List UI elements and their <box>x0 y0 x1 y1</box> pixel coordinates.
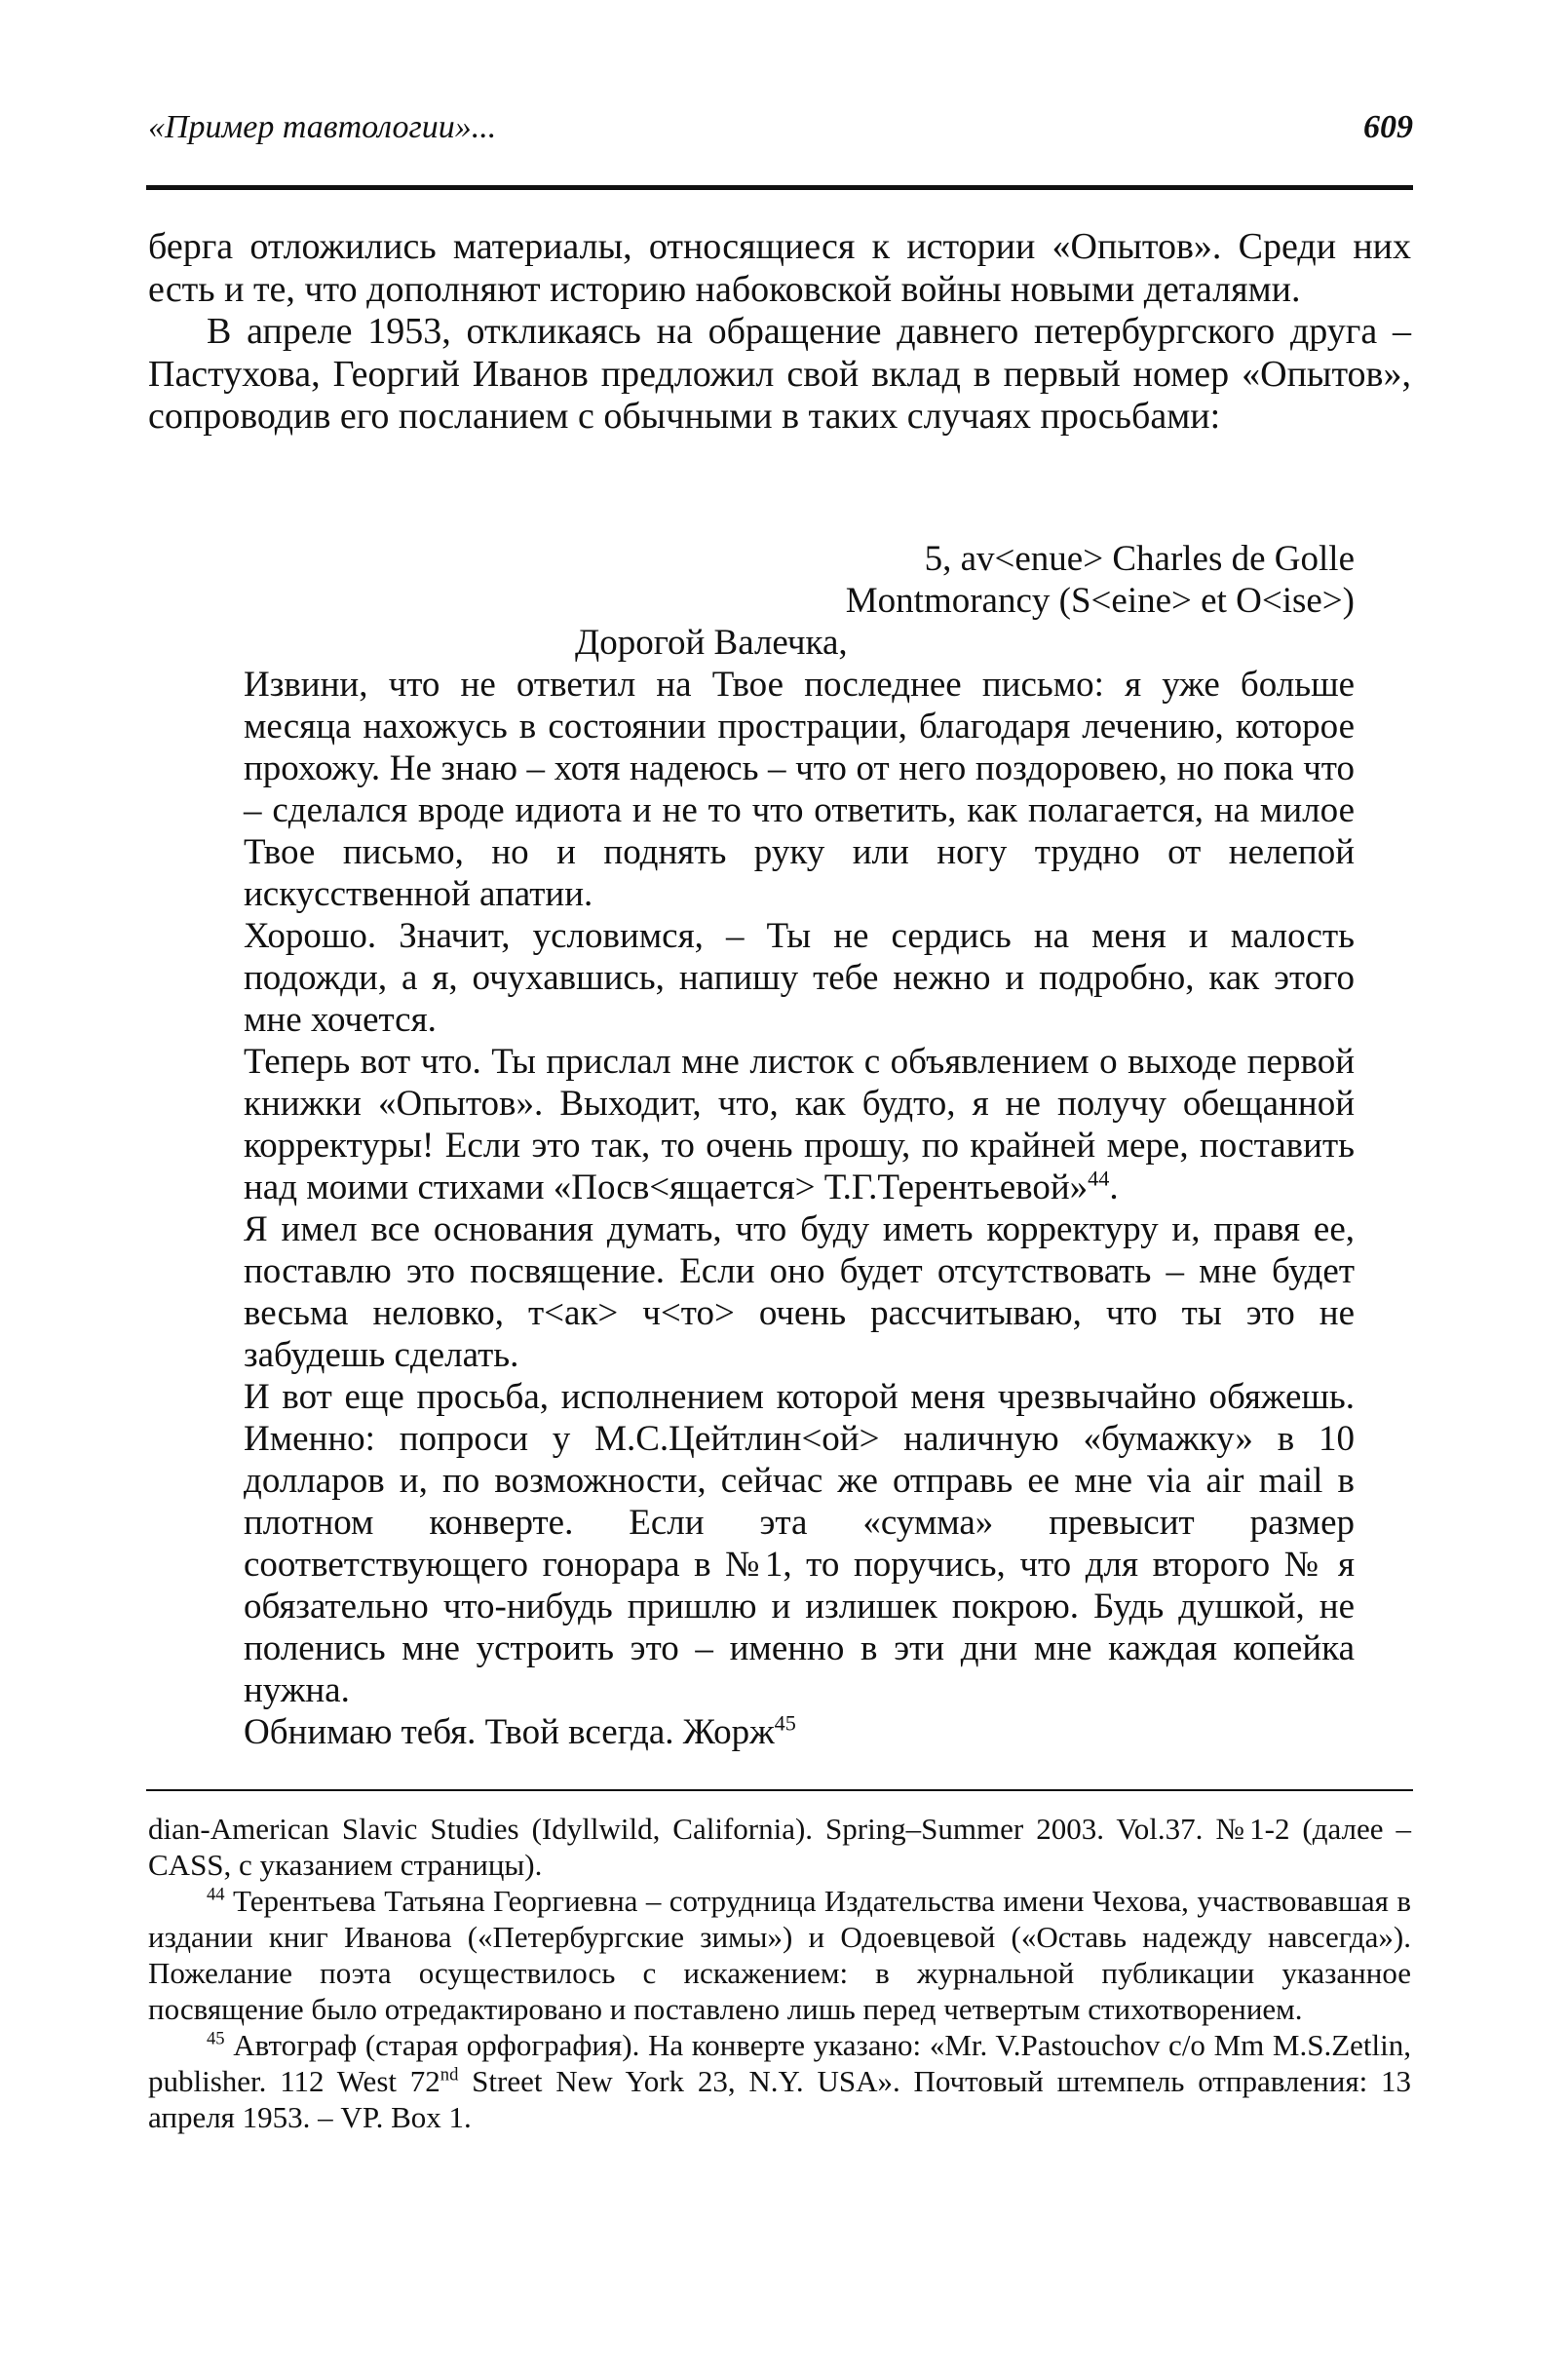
letter-address-line: 5, av<enue> Charles de Golle <box>924 539 1355 579</box>
footnote-text: Терентьева Татьяна Георгиевна – сотрудница Издательства имени Чехова, участвовавшая в издании книг Иванова («Петербургские зимы») и Одоевцевой («Оставь надежду навсегда»). Пожелание поэта осуществилось с искажением: в журнальной публикации указанное посвящение было отредактировано и поставлено лишь перед четвертым стихотворением. <box>148 1884 1411 2026</box>
letter-paragraph: И вот еще просьба, исполнением которой меня чрезвычайно обяжешь. Именно: попроси у М.С.Цейтлин<ой> наличную «бумажку» в 10 долларов и, по возможности, сейчас же отправь ее мне via air mail в плотном конверте. Если эта «сумма» превысит размер соответствующего гонорара в №1, то поручись, что для второго № я обязательно что-нибудь пришлю и излишек покрою. Будь душкой, не поленись мне устроить это – именно в эти дни мне каждая копейка нужна. <box>244 1377 1355 1710</box>
footnote-text: Автограф (старая орфография). На конверте указано: «Mr. V.Pastouchov c/o Mm M.S.Zetlin, publisher. 112 West 72 <box>148 2028 1411 2098</box>
letter-closing-text: Обнимаю тебя. Твой всегда. Жорж <box>244 1712 775 1752</box>
letter-paragraph: Теперь вот что. Ты прислал мне листок с объявлением о выходе первой книжки «Опытов». Выходит, что, как будто, я не получу обещанной корректуры! Если это так, то очень прошу, по крайней мере, поставить над моими стихами «Посв<ящается> Т.Г.Терентьевой»$^{44}$. <box>244 1042 1355 1207</box>
footnote-44 <box>148 1883 1411 2027</box>
footnote-continuation: dian-American Slavic Studies (Idyllwild, California). Spring–Summer 2003. Vol.37. №1-2 (далее – CASS, с указанием страницы). <box>148 1812 1411 1882</box>
footnote-mark: 44 <box>207 1884 225 1905</box>
letter-paragraph: Извини, что не ответил на Твое последнее письмо: я уже больше месяца нахожусь в состоянии прострации, благодаря лечению, которое прохожу. Не знаю – хотя надеюсь – что от него поздоровею, но пока что – сделался вроде идиота и не то что ответить, как полагается, на милое Твое письмо, но и поднять руку или ногу трудно от нелепой искусственной апатии. <box>244 665 1355 914</box>
footnote-ref-44[interactable]: 44 <box>1088 1166 1110 1191</box>
footnote-45 <box>148 2027 1411 2135</box>
footnotes <box>148 1811 1411 2135</box>
footnote-rule <box>146 1789 1413 1791</box>
letter-paragraph: Я имел все основания думать, что буду иметь корректуру и, правя ее, поставлю это посвящение. Если оно будет отсутствовать – мне будет весьма неловко, т<ак> ч<то> очень рассчитываю, что ты это не забудешь сделать. <box>244 1209 1355 1375</box>
page-number: 609 <box>1363 109 1413 145</box>
body-text <box>148 226 1411 439</box>
letter-paragraph-text: Теперь вот что. Ты прислал мне листок с объявлением о выходе первой книжки «Опытов». Выходит, что, как будто, я не получу обещанной корректуры! Если это так, то очень прошу, по крайней мере, поставить над моими стихами «Посв<ящается> Т.Г.Терентьевой» <box>244 1042 1355 1207</box>
body-paragraph: берга отложились материалы, относящиеся к истории «Опытов». Среди них есть и те, что дополняют историю набоковской войны новыми деталями. <box>148 226 1411 310</box>
letter-closing <box>244 1711 1355 1753</box>
running-header <box>148 109 1413 148</box>
running-title: «Пример тавтологии»... <box>148 109 497 145</box>
footnote-ref-45[interactable]: 45 <box>774 1710 796 1736</box>
body-paragraph: В апреле 1953, откликаясь на обращение давнего петербургского друга – Пастухова, Георгий Иванов предложил свой вклад в первый номер «Опытов», сопроводив его посланием с обычными в таких случаях просьбами: <box>148 311 1411 437</box>
header-rule <box>146 185 1413 190</box>
footnote-mark: 45 <box>207 2028 225 2049</box>
ordinal-suffix: nd <box>440 2064 459 2085</box>
letter-greeting: Дорогой Валечка, <box>575 623 848 663</box>
letter-paragraph: Хорошо. Значит, условимся, – Ты не сердись на меня и малость подожди, а я, очухавшись, напишу тебе нежно и подробно, как этого мне хочется. <box>244 916 1355 1040</box>
letter-address-line: Montmorancy (S<eine> et O<ise>) <box>845 581 1355 621</box>
quoted-letter <box>244 538 1355 1753</box>
footnote-text: Street New York 23, N.Y. USA». Почтовый штемпель отправления: 13 апреля 1953. – VP. Box 1. <box>148 2064 1411 2134</box>
